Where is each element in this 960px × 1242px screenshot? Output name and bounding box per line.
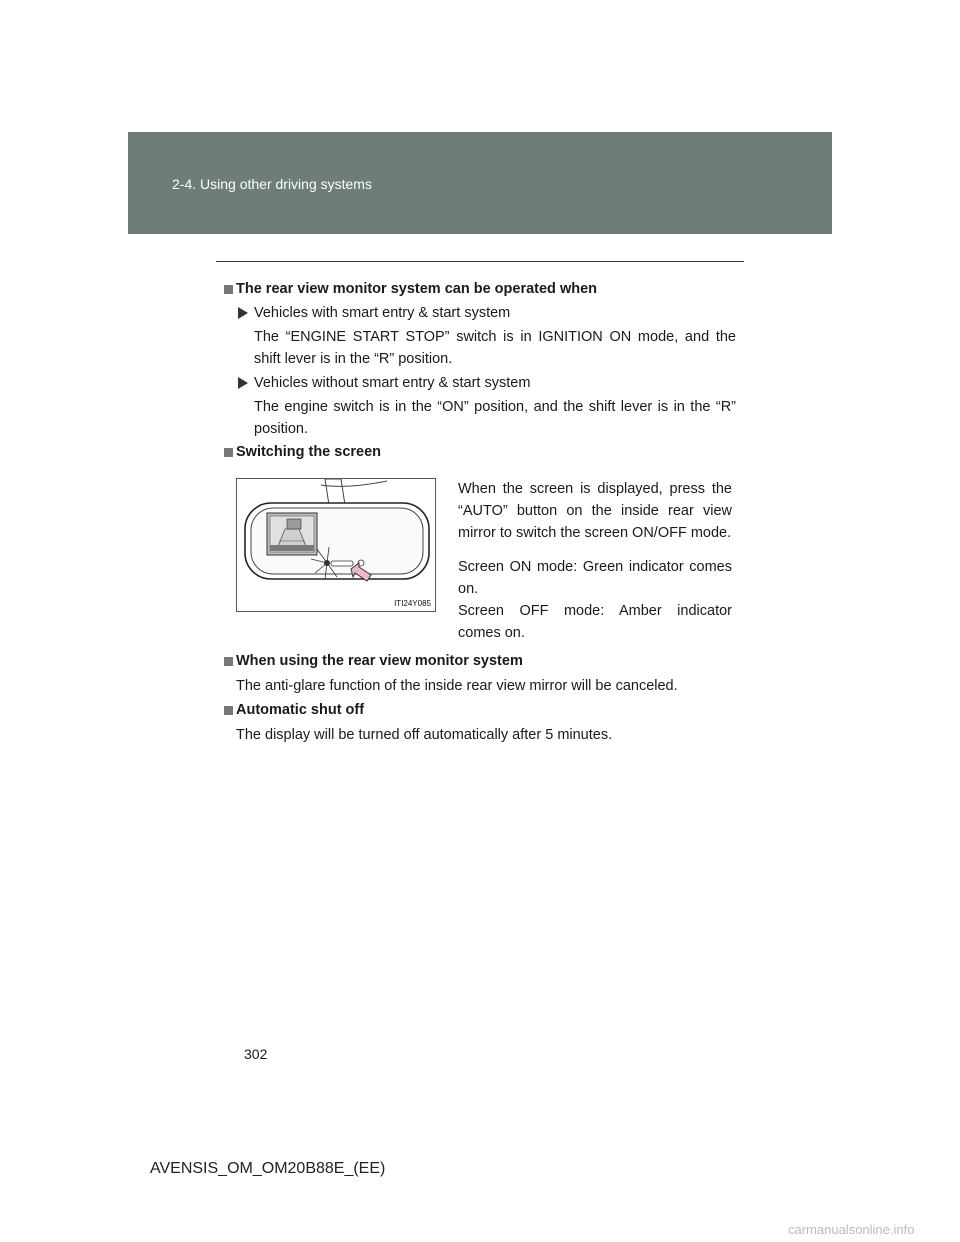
heading-using-monitor: When using the rear view monitor system (236, 653, 523, 669)
triangle-bullet-icon (238, 307, 248, 319)
heading-automatic-shut-off: Automatic shut off (236, 702, 365, 718)
paragraph-auto-button: When the screen is displayed, press the “AUTO” button on the inside rear view mirror to switch the screen ON/OFF mode. (458, 481, 732, 541)
square-bullet-icon (224, 657, 233, 666)
footer-code: AVENSIS_OM_OM20B88E_(EE) (150, 1160, 386, 1177)
mirror-illustration (236, 478, 436, 612)
paragraph-anti-glare: The anti-glare function of the inside rear view mirror will be canceled. (236, 678, 678, 694)
section-title: 2-4. Using other driving systems (172, 176, 372, 192)
subheading-without-smart-entry: Vehicles without smart entry & start system (254, 375, 531, 391)
watermark-text: carmanualsonline.info (788, 1222, 915, 1237)
paragraph-without-smart-entry: The engine switch is in the “ON” position, and the shift lever is in the “R” position. (254, 399, 736, 437)
rear-view-mirror-icon (237, 479, 435, 611)
paragraph-screen-on: Screen ON mode: Green indicator comes on. (458, 559, 732, 597)
heading-switching-screen: Switching the screen (236, 444, 382, 460)
figure-code: ITI24Y085 (394, 599, 431, 608)
paragraph-automatic-shut-off: The display will be turned off automatically after 5 minutes. (236, 727, 613, 743)
page-number: 302 (244, 1046, 268, 1062)
square-bullet-icon (224, 285, 233, 294)
paragraph-with-smart-entry: The “ENGINE START STOP” switch is in IGNITION ON mode, and the shift lever is in the “R” position. (254, 329, 736, 367)
paragraph-screen-off: Screen OFF mode: Amber indicator comes on. (458, 603, 732, 641)
triangle-bullet-icon (238, 377, 248, 389)
heading-operating-conditions: The rear view monitor system can be operated when (236, 281, 597, 297)
subheading-with-smart-entry: Vehicles with smart entry & start system (254, 305, 511, 321)
square-bullet-icon (224, 448, 233, 457)
square-bullet-icon (224, 706, 233, 715)
divider (216, 261, 744, 262)
